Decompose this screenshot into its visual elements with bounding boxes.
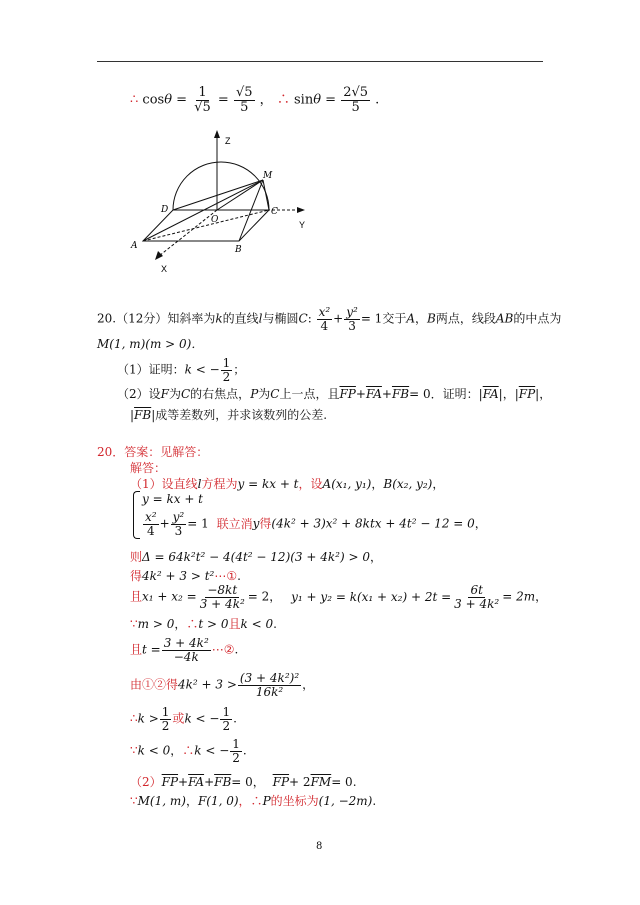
y-axis-arrow bbox=[297, 207, 305, 213]
part2-line: $(2)\overline{FP}+\overline{FA}+\overline{FB}= 0$， $\overline{FP}+ 2\overline{FM}= 0$. bbox=[130, 775, 357, 789]
system-brace bbox=[133, 491, 140, 539]
sum-line: 且x₁ + x₂ = $\frac{-8kt}{\text{3 + 4k²}}$ = 2， y₁ + y₂ = k(x₁ + x₂) + 2t = $\frac{6t}{\text{3 + 4k²}}$ = 2m， bbox=[130, 583, 548, 611]
line-cm bbox=[263, 180, 269, 210]
step1-line: （1）设直线l方程为y = kx + t，设A(x₁, y₁)，B(x₂, y₂)， bbox=[130, 477, 445, 491]
answer-solve-label: 解答： bbox=[130, 461, 167, 475]
t-line: 且t = $\frac{\text{3 + 4k²}}{-4k}$ ⋯②. bbox=[130, 636, 239, 664]
a-label: A bbox=[131, 241, 138, 251]
x-axis bbox=[159, 210, 217, 256]
system-row2: $\frac{\text{x²}}{4}$ + $\frac{\text{y²}}{3}$ = 1 联立消y得(4k² + 3)x² + 8ktx + 4t² − 12 = 0， bbox=[145, 510, 487, 538]
d-label: D bbox=[161, 205, 169, 215]
final-line: ∵k < 0，∴k < − $\frac{1}{2}$ . bbox=[130, 737, 247, 765]
fraction-sqrt5-over-5: $\frac{√5}{5}$ bbox=[235, 85, 253, 115]
x-label: X bbox=[161, 264, 168, 274]
o-label: O bbox=[211, 215, 219, 225]
b-label: B bbox=[235, 245, 242, 255]
ellipse-x-term: $\frac{\text{x²}}{4}$ bbox=[318, 305, 331, 333]
system-row1: y = kx + t bbox=[142, 492, 204, 506]
x-axis-arrow bbox=[155, 251, 163, 260]
therefore-symbol: ∴ bbox=[130, 92, 139, 108]
c-label: C bbox=[271, 207, 278, 217]
fraction-2sqrt5-over-5: $\frac{2√5}{5}$ bbox=[343, 85, 369, 115]
answer-heading: 20．答案：见解答： bbox=[97, 445, 209, 459]
ellipse-y-term: $\frac{\text{y²}}{3}$ bbox=[346, 305, 358, 333]
header-rule bbox=[97, 61, 543, 62]
cos-theta-line: ∴ cosθ = $\frac{1}{√5}$ = $\frac{√5}{5}$ ， ∴ sinθ = $\frac{2√5}{5}$ . bbox=[130, 85, 380, 115]
line-dm bbox=[173, 180, 263, 210]
line-om bbox=[217, 180, 263, 210]
result-line: ∴k > $\frac{1}{2}$ 或k < − $\frac{1}{2}$ . bbox=[130, 705, 237, 733]
get1-line: 得4k² + 3 > t²⋯①. bbox=[130, 569, 241, 583]
q20-line1: 20.（12分）知斜率为k的直线l与椭圆C: $\frac{\text{x²}}{4}$ + $\frac{\text{y²}}{3}$ = 1交于A，B两点，线段AB的中点为 bbox=[97, 305, 562, 333]
z-label: Z bbox=[225, 136, 231, 146]
geometry-figure bbox=[125, 128, 325, 278]
m-positive-line: ∵m > 0，∴t > 0且k < 0. bbox=[130, 617, 277, 631]
z-axis-arrow bbox=[214, 130, 220, 138]
q20-part2: （2）设F为C的右焦点，P为C上一点，且$\overline{FP}+\overline{FA}+\overline{FB}= 0$．证明：$|\overline{FA}|$，$|\overline{FP}|$， bbox=[117, 387, 552, 401]
last-line: ∵M(1, m)，F(1, 0)，∴P的坐标为(1, −2m). bbox=[130, 794, 377, 808]
page-number: 8 bbox=[316, 841, 323, 852]
delta-line: 则Δ = 64k²t² − 4(4t² − 12)(3 + 4k²) > 0， bbox=[130, 550, 382, 564]
y-label: Y bbox=[299, 220, 306, 230]
q20-part2-cont: $|\overline{FB}|$成等差数列，并求该数列的公差. bbox=[130, 408, 328, 422]
from-line: 由①②得4k² + 3 > $\frac{\text{(3 + 4k²)²}}{\text{16k²}}$ ， bbox=[130, 671, 315, 699]
fraction-1-over-sqrt5: $\frac{1}{√5}$ bbox=[194, 85, 211, 115]
q20-line2: M(1, m)(m > 0)． bbox=[97, 337, 204, 351]
q20-part1: （1）证明：k < − $\frac{1}{2}$ ； bbox=[117, 356, 246, 384]
m-label: M bbox=[263, 171, 273, 181]
